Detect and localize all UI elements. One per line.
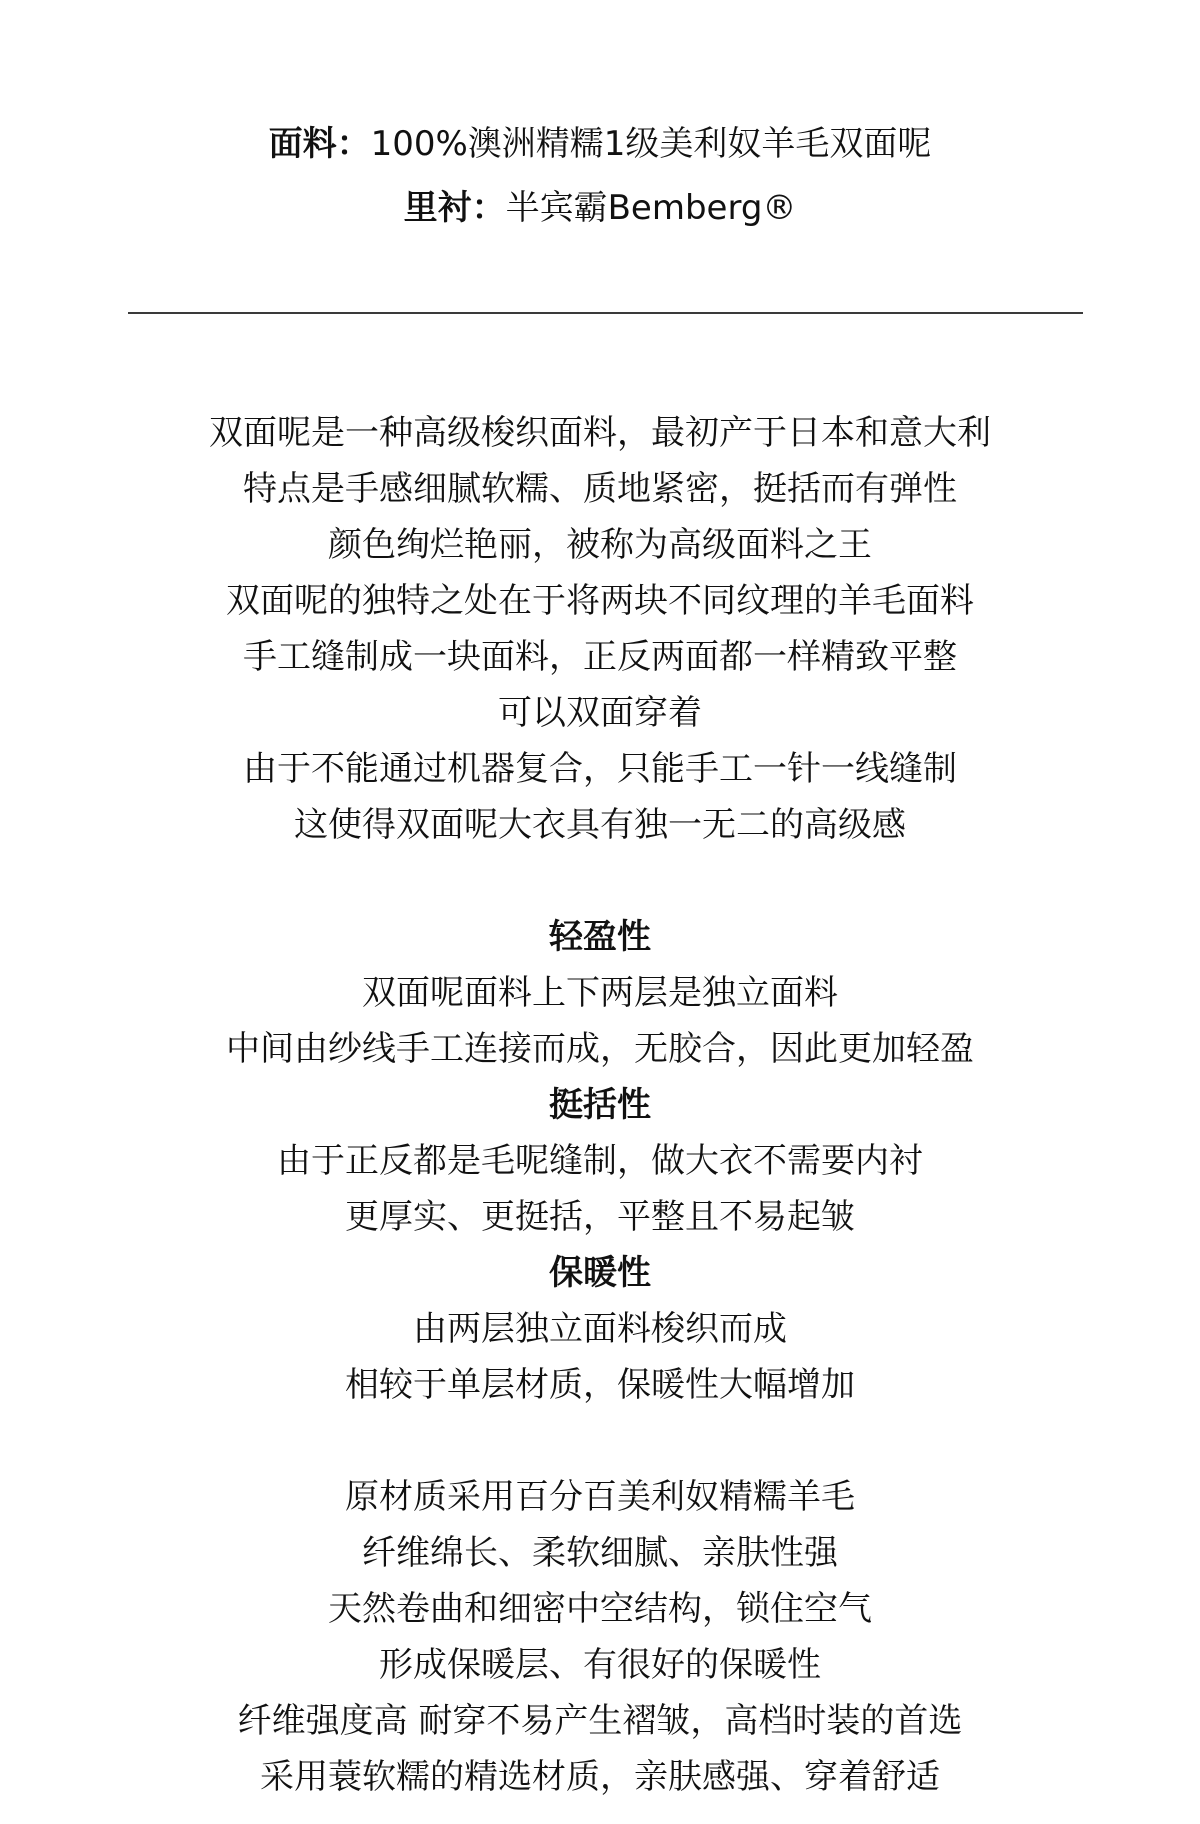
spacer <box>0 1413 1200 1469</box>
feature-line: 双面呢面料上下两层是独立面料 <box>362 973 838 1013</box>
intro-line: 双面呢的独特之处在于将两块不同纹理的羊毛面料 <box>226 581 974 621</box>
material-line: 原材质采用百分百美利奴精糯羊毛 <box>345 1477 855 1517</box>
fabric-label: 面料： <box>268 124 371 164</box>
feature-line: 相较于单层材质，保暖性大幅增加 <box>345 1365 855 1405</box>
feature-line: 中间由纱线手工连接而成，无胶合，因此更加轻盈 <box>226 1029 974 1069</box>
material-line: 天然卷曲和细密中空结构，锁住空气 <box>328 1589 872 1629</box>
intro-line: 可以双面穿着 <box>498 693 702 733</box>
feature-stiffness <box>0 1077 1200 1245</box>
feature-lightness <box>0 909 1200 1077</box>
material-line: 形成保暖层、有很好的保暖性 <box>379 1645 821 1685</box>
feature-title: 轻盈性 <box>549 917 651 957</box>
feature-title: 挺括性 <box>549 1085 651 1125</box>
intro-line: 颜色绚烂艳丽，被称为高级面料之王 <box>328 525 872 565</box>
feature-title: 保暖性 <box>549 1253 651 1293</box>
lining-spec <box>0 186 1200 230</box>
lining-label: 里衬： <box>403 188 506 228</box>
spacer <box>0 853 1200 909</box>
feature-line: 由于正反都是毛呢缝制，做大衣不需要内衬 <box>277 1141 923 1181</box>
material-section <box>0 1469 1200 1805</box>
fabric-value: 100%澳洲精糯1级美利奴羊毛双面呢 <box>370 124 932 164</box>
fabric-spec <box>0 122 1200 166</box>
material-line: 采用蓑软糯的精选材质，亲肤感强、穿着舒适 <box>260 1757 940 1797</box>
intro-line: 双面呢是一种高级梭织面料，最初产于日本和意大利 <box>209 413 991 453</box>
material-line: 纤维强度高 耐穿不易产生褶皱，高档时装的首选 <box>237 1701 963 1741</box>
material-line: 纤维绵长、柔软细腻、亲肤性强 <box>362 1533 838 1573</box>
intro-section <box>0 405 1200 853</box>
intro-line: 由于不能通过机器复合，只能手工一针一线缝制 <box>243 749 957 789</box>
intro-line: 特点是手感细腻软糯、质地紧密，挺括而有弹性 <box>243 469 957 509</box>
feature-line: 由两层独立面料梭织而成 <box>413 1309 787 1349</box>
intro-line: 这使得双面呢大衣具有独一无二的高级感 <box>294 805 906 845</box>
lining-value: 半宾霸Bemberg® <box>505 188 797 228</box>
feature-warmth <box>0 1245 1200 1413</box>
intro-line: 手工缝制成一块面料，正反两面都一样精致平整 <box>243 637 957 677</box>
feature-line: 更厚实、更挺括，平整且不易起皱 <box>345 1197 855 1237</box>
section-divider <box>128 312 1083 314</box>
description-body <box>0 405 1200 1805</box>
